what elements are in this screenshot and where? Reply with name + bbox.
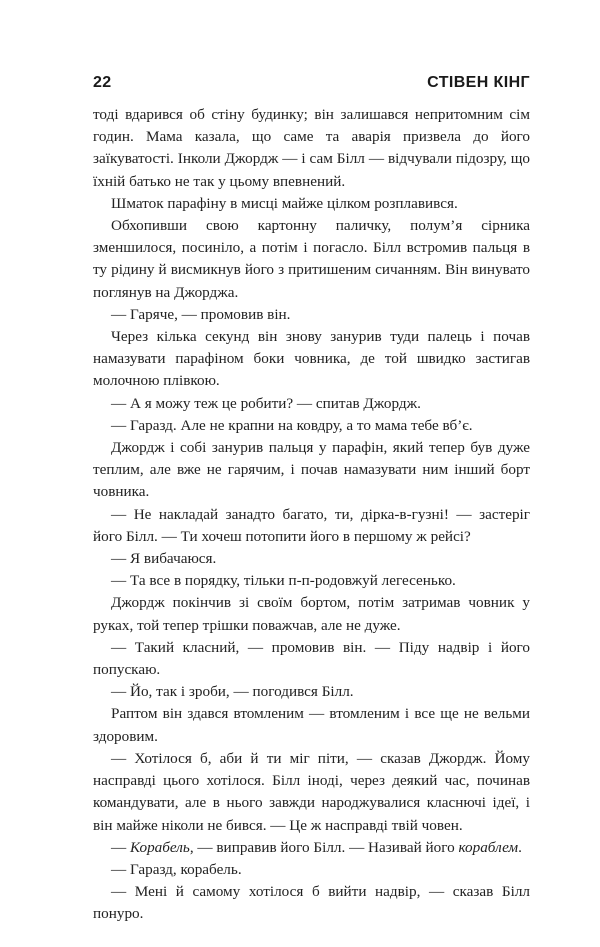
paragraph: — Мені й самому хотілося б вийти надвір, — сказав Білл понуро. — [93, 883, 530, 923]
paragraph: тоді вдарився об стіну будинку; він залишався непритомним сім годин. Мама казала, що саме та аварія призвела до його заїкуватості. Інколи Джордж — і сам Білл — відчували підозру, що їхній батько не так у цьому впевнений. — [93, 106, 530, 190]
running-author: СТІВЕН КІНГ — [427, 74, 530, 91]
paragraph: Джордж і собі занурив пальця у парафін, який тепер був дуже теплим, але вже не гарячим, і почав намазувати ним інший борт човника. — [93, 439, 530, 501]
italic-word: кораблем — [458, 838, 519, 856]
text-span: . — [518, 838, 522, 856]
paragraph: Джордж покінчив зі своїм бортом, потім затримав човник у руках, той тепер трішки поважчав, але не дуже. — [93, 594, 530, 634]
paragraph: Шматок парафіну в мисці майже цілком розплавився. — [111, 194, 458, 212]
page-number: 22 — [93, 74, 112, 91]
paragraph: — Хотілося б, аби й ти міг піти, — сказав Джордж. Йому насправді цього хотілося. Білл іноді, через деякий час, починав командувати, але в нього завжди народжувалися класнючі ідеї, і він майже ніколи не бився. — Це ж насправді твій човен. — [93, 749, 530, 834]
paragraph: — Такий класний, — промовив він. — Піду надвір і його попускаю. — [93, 638, 530, 679]
running-header — [93, 68, 530, 92]
paragraph: — Не накладай занадто багато, ти, дірка-в-гузні! — застеріг його Білл. — Ти хочеш потопити його в першому ж рейсі? — [93, 505, 530, 545]
paragraph: — Гаряче, — промовив він. — [111, 305, 291, 323]
paragraph: Раптом він здався втомленим — втомленим і все ще не вельми здоровим. — [93, 705, 530, 745]
paragraph: — Гаразд, корабель. — [111, 860, 242, 878]
paragraph: — Я вибачаюся. — [111, 550, 217, 568]
paragraph: — Гаразд. Але не крапни на ковдру, а то мама тебе вб’є. — [111, 416, 473, 434]
paragraph: Через кілька секунд він знову занурив туди палець і почав намазувати парафіном боки човника, де той швидко застигав молочною плівкою. — [93, 328, 530, 390]
paragraph: — Та все в порядку, тільки п-п-родовжуй легесенько. — [111, 572, 456, 590]
body-text — [93, 104, 530, 926]
dash: — — [111, 838, 130, 856]
paragraph-korabel — [93, 837, 530, 859]
paragraph: Обхопивши свою картонну паличку, полум’я сірника зменшилося, посиніло, а потім і погасло. Білл встромив пальця в ту рідину й висмикнув його з притишеним сичанням. Він винувато поглянув на Джорджа. — [93, 217, 530, 301]
paragraph: — А я можу теж це робити? — спитав Джордж. — [111, 394, 421, 412]
italic-word: Корабель — [129, 838, 190, 856]
text-span: , — виправив його Білл. — Називай його — [189, 838, 459, 856]
paragraph: — Йо, так і зроби, — погодився Білл. — [111, 683, 354, 701]
